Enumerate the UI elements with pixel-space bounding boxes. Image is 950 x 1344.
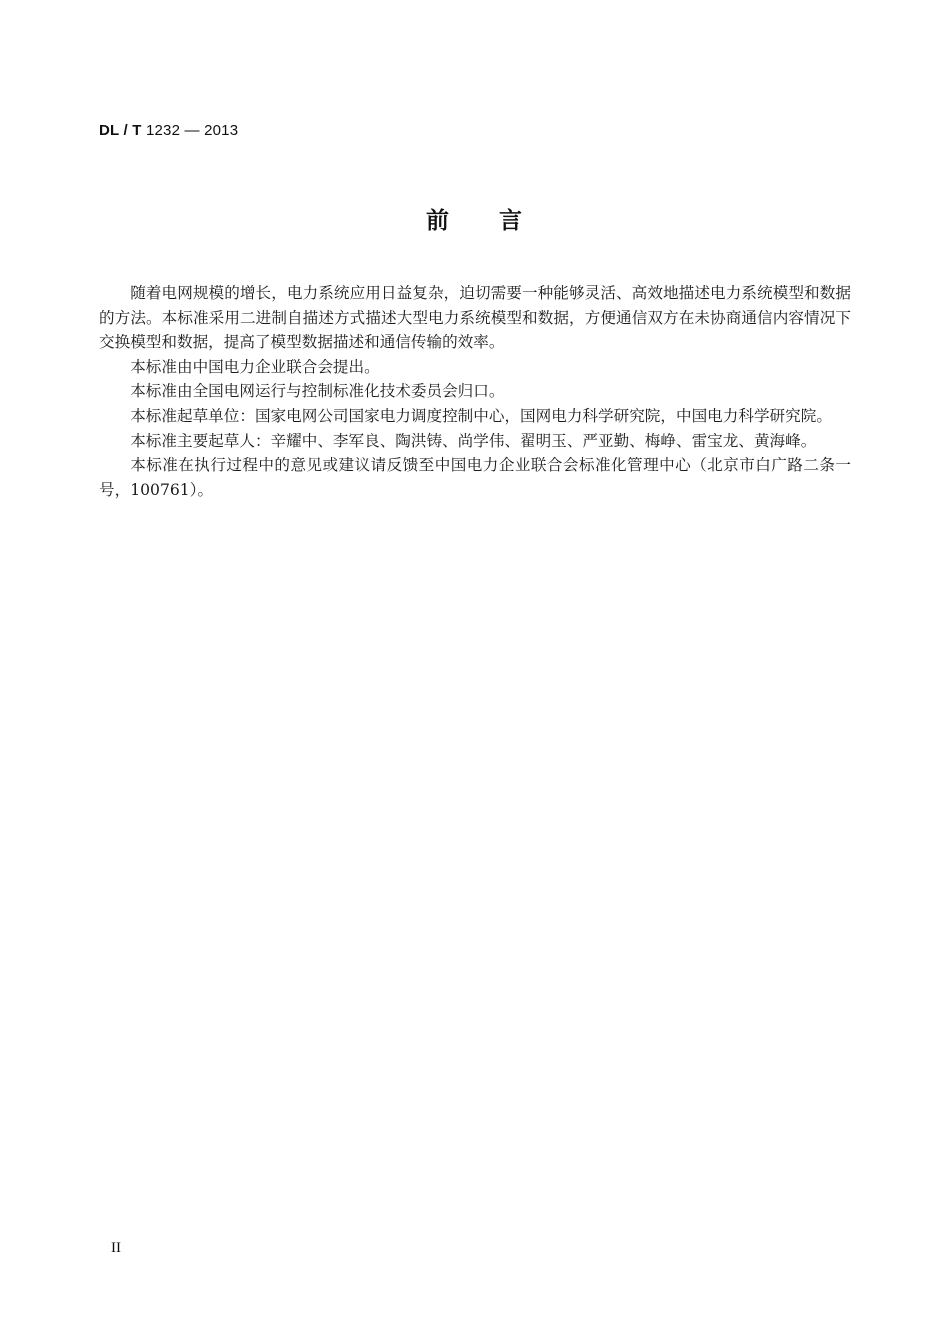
page-header xyxy=(99,122,238,139)
paragraph-committee: 本标准由全国电网运行与控制标准化技术委员会归口。 xyxy=(130,382,505,401)
paragraph-drafting-units: 本标准起草单位：国家电网公司国家电力调度控制中心，国网电力科学研究院，中国电力科学研究院。 xyxy=(130,406,832,425)
section-title-char-1: 前 xyxy=(426,208,451,234)
page-number: II xyxy=(111,1240,121,1256)
foreword-body xyxy=(99,281,851,502)
paragraph-drafters: 本标准主要起草人：辛耀中、李军良、陶洪铸、尚学伟、翟明玉、严亚勤、梅峥、雷宝龙、黄海峰。 xyxy=(130,431,817,450)
paragraph-feedback: 本标准在执行过程中的意见或建议请反馈至中国电力企业联合会标准化管理中心（北京市白广路二条一号，100761）。 xyxy=(99,456,851,499)
paragraph-proposer: 本标准由中国电力企业联合会提出。 xyxy=(130,357,380,376)
section-title xyxy=(0,202,950,235)
standard-code: DL / T xyxy=(99,122,142,139)
section-title-char-2: 言 xyxy=(499,208,524,234)
standard-number: 1232 — 2013 xyxy=(145,122,239,139)
paragraph-background: 随着电网规模的增长，电力系统应用日益复杂，迫切需要一种能够灵活、高效地描述电力系统模型和数据的方法。本标准采用二进制自描述方式描述大型电力系统模型和数据，方便通信双方在未协商通信内容情况下交换模型和数据，提高了模型数据描述和通信传输的效率。 xyxy=(99,284,851,352)
